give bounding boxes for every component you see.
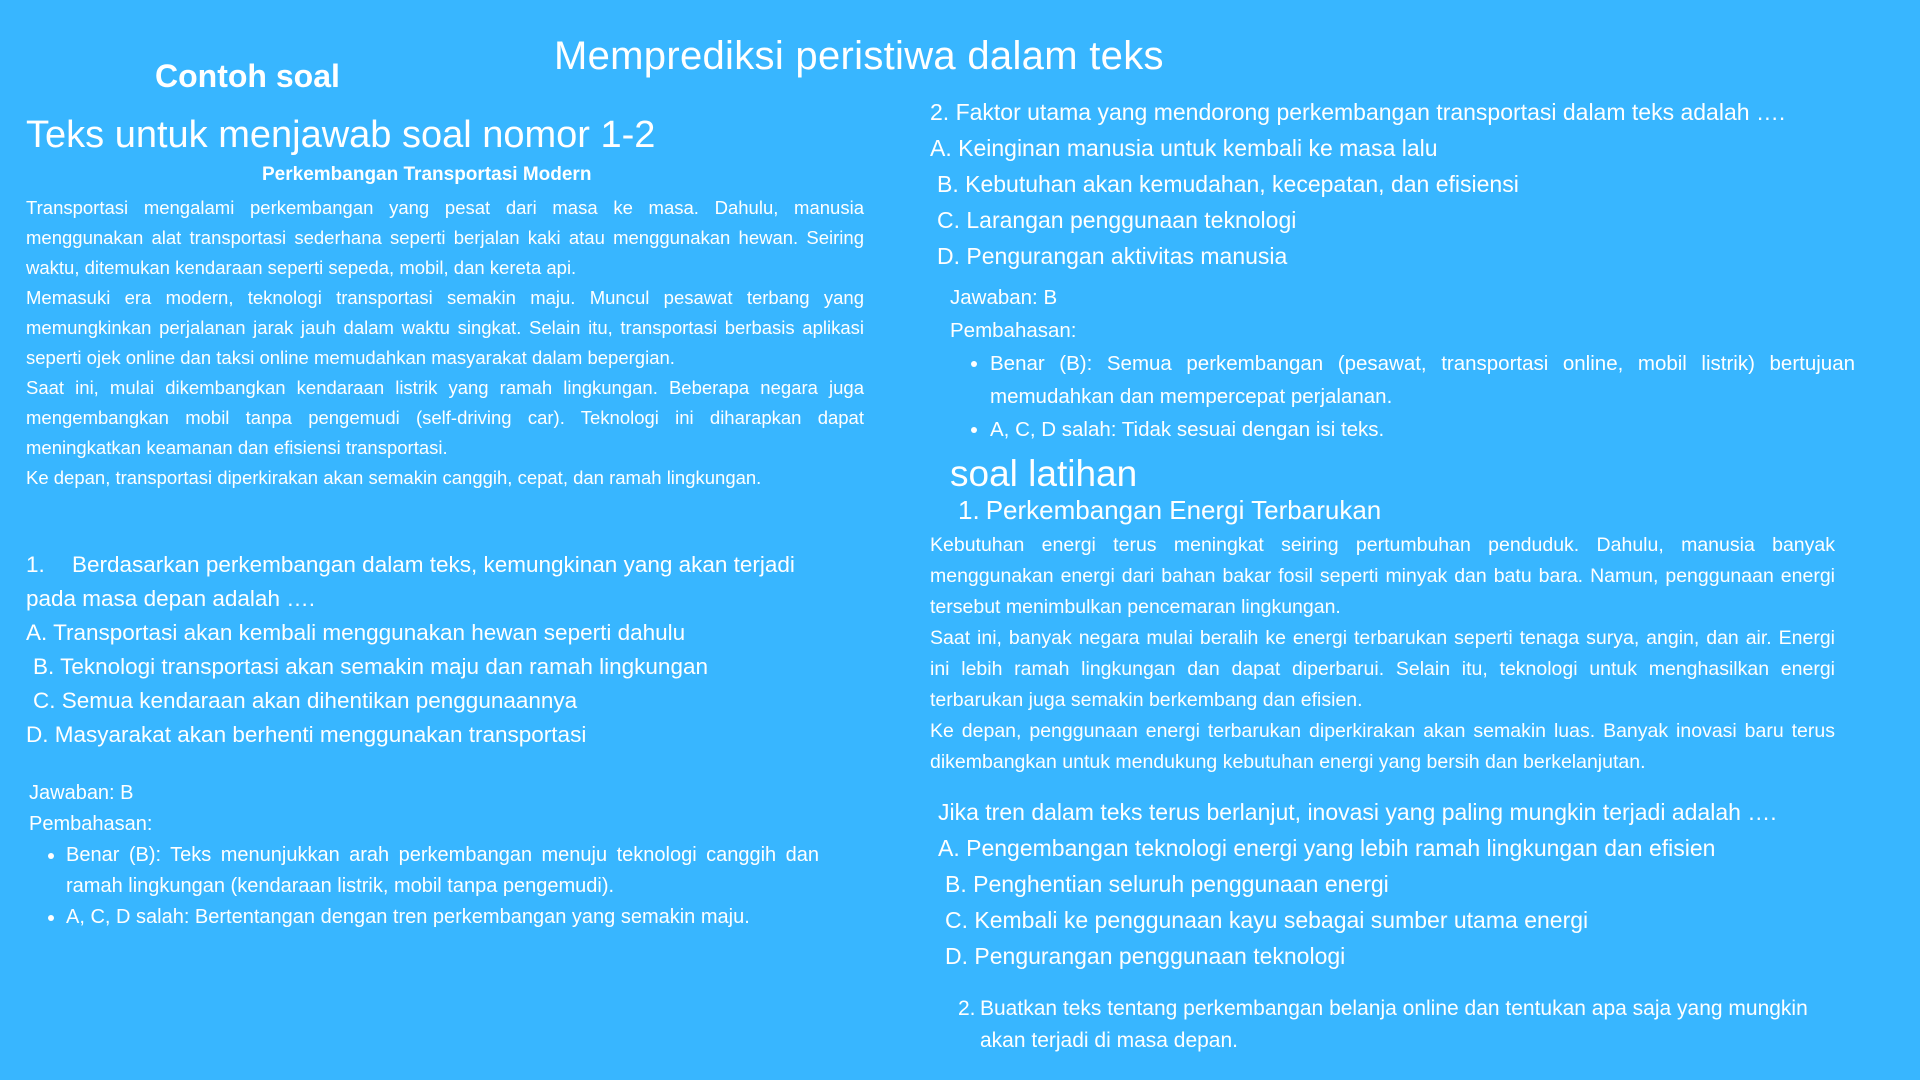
question-1-discussion-list xyxy=(29,840,819,933)
page-title: Memprediksi peristiwa dalam teks xyxy=(554,34,1164,78)
practice-paragraph: Ke depan, penggunaan energi terbarukan diperkirakan akan semakin luas. Banyak inovasi baru terus dikembangkan untuk mendukung kebutuhan energi yang bersih dan berkelanjutan. xyxy=(930,720,1835,773)
question-2-answer: Jawaban: B xyxy=(950,286,1058,309)
practice-option-a: A. Pengembangan teknologi energi yang lebih ramah lingkungan dan efisien xyxy=(938,835,1716,861)
practice-paragraph: Kebutuhan energi terus meningkat seiring pertumbuhan penduduk. Dahulu, manusia banyak menggunakan energi dari bahan bakar fosil seperti minyak dan batu bara. Namun, penggunaan energi tersebut menimbulkan pencemaran lingkungan. xyxy=(930,534,1835,618)
question-1-answer: Jawaban: B xyxy=(29,782,134,804)
question-1-option-d: D. Masyarakat akan berhenti menggunakan transportasi xyxy=(26,722,587,747)
practice-paragraph: Saat ini, banyak negara mulai beralih ke energi terbarukan seperti tenaga surya, angin, dan air. Energi ini lebih ramah lingkungan dan dapat diperbarui. Selain itu, teknologi untuk menghasilkan energi terbarukan juga semakin berkembang dan efisien. xyxy=(930,627,1835,711)
practice-question-stem: Jika tren dalam teks terus berlanjut, inovasi yang paling mungkin terjadi adalah …. xyxy=(938,799,1777,825)
passage-paragraph: Memasuki era modern, teknologi transportasi semakin maju. Muncul pesawat terbang yang memungkinkan perjalanan jarak jauh dalam waktu singkat. Selain itu, transportasi berbasis aplikasi seperti ojek online dan taksi online memudahkan masyarakat dalam bepergian. xyxy=(26,287,864,368)
passage-title: Perkembangan Transportasi Modern xyxy=(262,164,592,185)
discussion-item: • A, C, D salah: Tidak sesuai dengan isi teks. xyxy=(990,413,1855,446)
passage-paragraph: Saat ini, mulai dikembangkan kendaraan listrik yang ramah lingkungan. Beberapa negara juga mengembangkan mobil tanpa pengemudi (self-driving car). Teknologi ini diharapkan dapat meningkatkan keamanan dan efisiensi transportasi. xyxy=(26,377,864,458)
practice-item-1-title xyxy=(958,495,1381,526)
question-1-text: Berdasarkan perkembangan dalam teks, kemungkinan yang akan terjadi pada masa depan adalah …. xyxy=(26,552,795,611)
practice-question xyxy=(938,794,1868,974)
question-2-option-c: C. Larangan penggunaan teknologi xyxy=(937,207,1297,233)
question-2-answer-block xyxy=(950,281,1855,446)
discussion-item: • Benar (B): Teks menunjukkan arah perkembangan menuju teknologi canggih dan ramah lingkungan (kendaraan listrik, mobil tanpa pengemudi). xyxy=(66,840,819,902)
question-2-option-d: D. Pengurangan aktivitas manusia xyxy=(937,243,1288,269)
passage-text xyxy=(26,193,864,493)
discussion-item: • Benar (B): Semua perkembangan (pesawat, transportasi online, mobil listrik) bertujuan memudahkan dan mempercepat perjalanan. xyxy=(990,347,1855,413)
passage-paragraph: Ke depan, transportasi diperkirakan akan semakin canggih, cepat, dan ramah lingkungan. xyxy=(26,467,762,488)
question-1-discussion-label: Pembahasan: xyxy=(29,813,153,835)
question-1-option-c: C. Semua kendaraan akan dihentikan penggunaannya xyxy=(33,688,578,713)
question-1-option-a: A. Transportasi akan kembali menggunakan hewan seperti dahulu xyxy=(26,620,686,645)
question-2-option-a: A. Keinginan manusia untuk kembali ke masa lalu xyxy=(930,135,1438,161)
practice-option-d: D. Pengurangan penggunaan teknologi xyxy=(945,943,1346,969)
question-2-discussion-list xyxy=(950,347,1855,446)
practice-item-1-title-text: Perkembangan Energi Terbarukan xyxy=(985,495,1382,525)
question-1-answer-block xyxy=(29,778,819,933)
discussion-item: • A, C, D salah: Bertentangan dengan tren perkembangan yang semakin maju. xyxy=(66,902,819,933)
practice-item-2 xyxy=(958,993,1858,1057)
question-2 xyxy=(930,94,1870,274)
practice-item-2-number: 2. xyxy=(958,997,976,1020)
question-2-option-b: B. Kebutuhan akan kemudahan, kecepatan, dan efisiensi xyxy=(937,171,1519,197)
passage-paragraph: Transportasi mengalami perkembangan yang pesat dari masa ke masa. Dahulu, manusia menggunakan alat transportasi sederhana seperti berjalan kaki atau menggunakan hewan. Seiring waktu, ditemukan kendaraan seperti sepeda, mobil, dan kereta api. xyxy=(26,197,864,278)
question-1-number: 1. xyxy=(26,552,45,577)
passage-heading: Teks untuk menjawab soal nomor 1-2 xyxy=(26,114,656,156)
question-1 xyxy=(26,548,846,752)
practice-item-2-text: Buatkan teks tentang perkembangan belanja online dan tentukan apa saja yang mungkin akan terjadi di masa depan. xyxy=(980,997,1808,1052)
section-heading-contoh-soal: Contoh soal xyxy=(155,58,340,94)
question-1-option-b: B. Teknologi transportasi akan semakin maju dan ramah lingkungan xyxy=(33,654,708,679)
question-2-discussion-label: Pembahasan: xyxy=(950,319,1077,342)
practice-item-1-number: 1. xyxy=(958,495,980,525)
practice-heading: soal latihan xyxy=(950,453,1138,494)
question-2-stem: 2. Faktor utama yang mendorong perkembangan transportasi dalam teks adalah …. xyxy=(930,99,1786,125)
practice-option-c: C. Kembali ke penggunaan kayu sebagai sumber utama energi xyxy=(945,907,1589,933)
question-1-stem xyxy=(26,548,846,616)
practice-passage xyxy=(930,530,1835,778)
practice-option-b: B. Penghentian seluruh penggunaan energi xyxy=(945,871,1389,897)
